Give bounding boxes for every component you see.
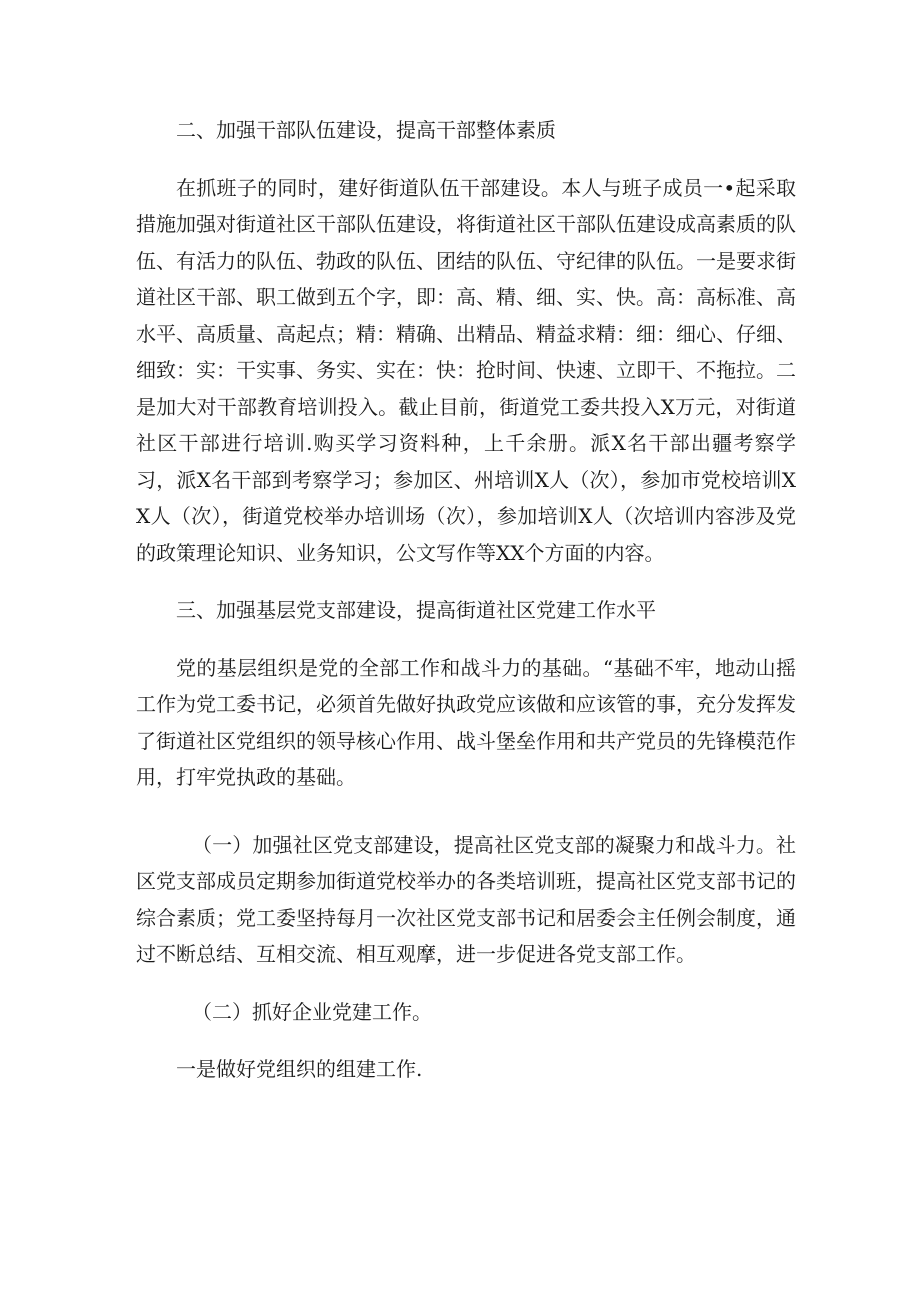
section-3-subsection-2-heading: （二）抓好企业党建工作。 <box>192 999 432 1024</box>
section-3-subsection-1: （一）加强社区党支部建设，提高社区党支部的凝聚力和战斗力。社区党支部成员定期参加街道党校举办的各类培训班，提高社区党支部书记的综合素质；党工委坚持每月一次社区党支部书记和居委会主任例会制度，通过不断总结、互相交流、相互观摩，进一步促进各党支部工作。 <box>136 832 796 966</box>
section-2-paragraph: 在抓班子的同时，建好街道队伍干部建设。本人与班子成员一•起采取措施加强对街道社区干部队伍建设，将街道社区干部队伍建设成高素质的队伍、有活力的队伍、勃政的队伍、团结的队伍、守纪律的队伍。一是要求街道社区干部、职工做到五个字，即：高、精、细、实、快。高：高标准、高水平、高质量、高起点；精：精确、出精品、精益求精：细：细心、仔细、细致：实：干实事、务实、实在：快：抢时间、快速、立即干、不拖拉。二是加大对干部教育培训投入。截止目前，街道党工委共投入X万元，对街道社区干部进行培训.购买学习资料种，上千余册。派X名干部出疆考察学习，派X名干部到考察学习；参加区、州培训X人（次），参加市党校培训XX人（次），街道党校举办培训场（次），参加培训X人（次培训内容涉及党的政策理论知识、业务知识，公文写作等XX个方面的内容。 <box>136 175 796 565</box>
document-body <box>136 112 796 1093</box>
section-3-heading: 三、加强基层党支部建设，提高街道社区党建工作水平 <box>176 598 656 622</box>
section-3-paragraph: 党的基层组织是党的全部工作和战斗力的基础。“基础不牢，地动山摇工作为党工委书记，必须首先做好执政党应该做和应该管的事，充分发挥发了街道社区党组织的领导核心作用、战斗堡垒作用和共产党员的先锋模范作用，打牢党执政的基础。 <box>136 655 796 789</box>
section-2-heading: 二、加强干部队伍建设，提高干部整体素质 <box>176 118 556 142</box>
section-3-subsection-2-line: 一是做好党组织的组建工作. <box>176 1057 423 1081</box>
